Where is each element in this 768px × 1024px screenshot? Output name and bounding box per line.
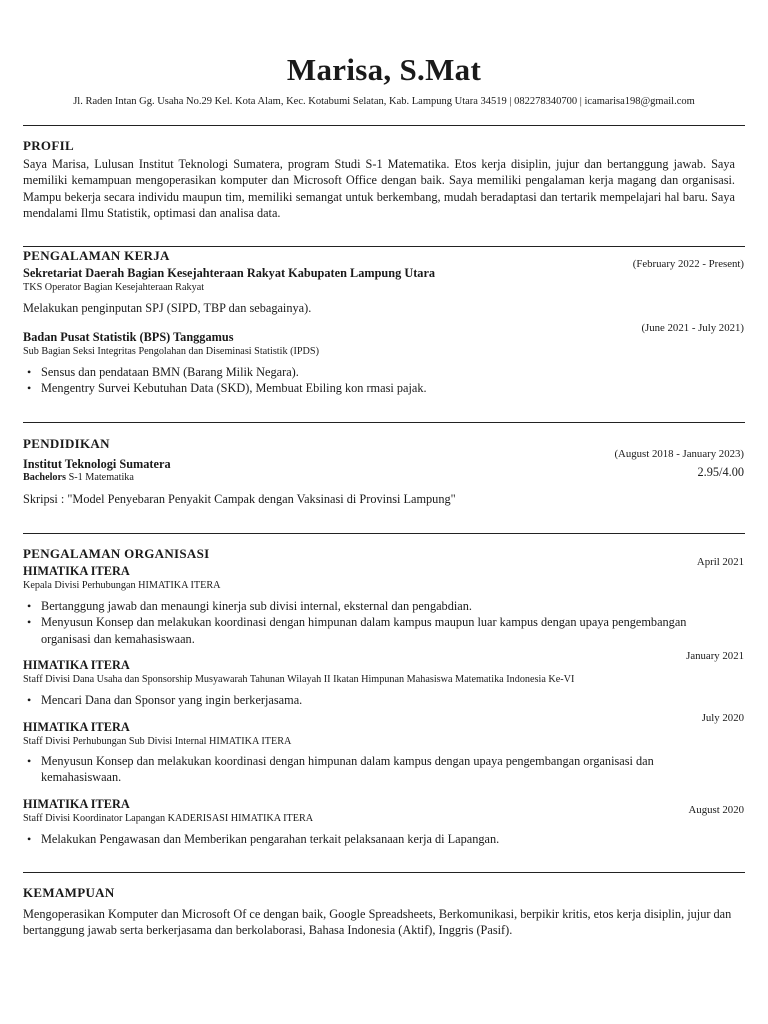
org-date: July 2020 <box>701 712 744 724</box>
org-date: August 2020 <box>688 804 744 816</box>
section-heading-work: PENGALAMAN KERJA <box>23 248 170 263</box>
section-heading-organization: PENGALAMAN ORGANISASI <box>23 546 210 561</box>
work-organization: Badan Pusat Statistik (BPS) Tanggamus <box>23 330 234 344</box>
work-organization: Sekretariat Daerah Bagian Kesejahteraan Rakyat Kabupaten Lampung Utara <box>23 266 436 280</box>
org-date: April 2021 <box>696 556 744 568</box>
section-heading-education: PENDIDIKAN <box>23 436 110 451</box>
list-item: • Menyusun Konsep dan melakukan koordinasi dengan himpunan dalam kampus dengan upaya pengembangan organisasi dan kemahasiswaan. <box>23 753 735 786</box>
org-name: HIMATIKA ITERA <box>23 564 130 578</box>
list-item: • Bertanggung jawab dan menaungi kinerja sub divisi internal, eksternal dan pengabdian. <box>23 598 735 614</box>
work-role: Sub Bagian Seksi Integritas Pengolahan dan Diseminasi Statistik (IPDS) <box>23 346 319 357</box>
list-item: • Menyusun Konsep dan melakukan koordinasi dengan himpunan dalam kampus maupun luar kampus dengan upaya pengembangan organisasi dan kemahasiswaan. <box>23 614 735 647</box>
divider <box>23 533 745 534</box>
profile-summary: Saya Marisa, Lulusan Institut Teknologi Sumatera, program Studi S-1 Matematika. Etos kerja disiplin, jujur dan bertanggung jawab. Saya memiliki kemampuan mengoperasikan komputer dan Microsoft Office dengan baik. Saya memiliki pengalaman kerja magang dan organisasi. Mampu bekerja secara individu maupun tim, memiliki semangat untuk berkembang, mudah beradaptasi dan tertarik mempelajari hal baru. Saya mendalami Ilmu Statistik, optimasi dan analisa data. <box>23 157 735 221</box>
list-item: • Melakukan Pengawasan dan Memberikan pengarahan terkait pelaksanaan kerja di Lapangan. <box>23 831 735 847</box>
divider <box>23 422 745 423</box>
work-role: TKS Operator Bagian Kesejahteraan Rakyat <box>23 282 205 293</box>
education-degree <box>23 472 134 483</box>
work-description: Melakukan penginputan SPJ (SIPD, TBP dan sebagainya). <box>23 301 312 315</box>
org-name: HIMATIKA ITERA <box>23 658 130 672</box>
education-gpa: 2.95/4.00 <box>697 465 744 479</box>
divider <box>23 872 745 873</box>
org-date: January 2021 <box>686 650 744 662</box>
divider <box>23 125 745 126</box>
education-school: Institut Teknologi Sumatera <box>23 457 171 471</box>
org-bullet-list <box>23 598 735 647</box>
section-heading-profil: PROFIL <box>23 138 74 153</box>
skills-text: Mengoperasikan Komputer dan Microsoft Of ce dengan baik, Google Spreadsheets, Berkomunikasi, berpikir kritis, etos kerja disiplin, jujur dan bertanggung jawab serta berkerjasama dan berkolaborasi, Bahasa Indonesia (Aktif), Inggris (Pasif). <box>23 907 732 938</box>
org-bullet-list <box>23 831 735 847</box>
list-item: • Mengentry Survei Kebutuhan Data (SKD), Membuat Ebiling kon rmasi pajak. <box>23 380 735 396</box>
org-bullet-list <box>23 692 735 708</box>
degree-program: S-1 Matematika <box>66 472 134 483</box>
education-thesis: Skripsi : "Model Penyebaran Penyakit Campak dengan Vaksinasi di Provinsi Lampung" <box>23 492 456 506</box>
list-item: • Mencari Dana dan Sponsor yang ingin berkerjasama. <box>23 692 735 708</box>
education-date: (August 2018 - January 2023) <box>614 448 744 460</box>
degree-level: Bachelors <box>23 472 67 483</box>
org-name: HIMATIKA ITERA <box>23 720 130 734</box>
divider <box>23 246 745 247</box>
list-item: • Sensus dan pendataan BMN (Barang Milik Negara). <box>23 364 735 380</box>
org-name: HIMATIKA ITERA <box>23 797 130 811</box>
org-role: Staff Divisi Dana Usaha dan Sponsorship Musyawarah Tahunan Wilayah II Ikatan Himpunan Mahasiswa Matematika Indonesia Ke-VI <box>23 674 575 685</box>
org-role: Kepala Divisi Perhubungan HIMATIKA ITERA <box>23 580 221 591</box>
work-date: (February 2022 - Present) <box>632 258 744 270</box>
candidate-name: Marisa, S.Mat <box>286 52 482 87</box>
work-date: (June 2021 - July 2021) <box>641 322 744 334</box>
section-heading-skills: KEMAMPUAN <box>23 885 115 900</box>
work-bullet-list <box>23 364 735 397</box>
org-role: Staff Divisi Perhubungan Sub Divisi Internal HIMATIKA ITERA <box>23 736 292 747</box>
contact-info: Jl. Raden Intan Gg. Usaha No.29 Kel. Kota Alam, Kec. Kotabumi Selatan, Kab. Lampung Utara 34519 | 082278340700 | icamarisa198@gmail.com <box>73 96 695 107</box>
org-role: Staff Divisi Koordinator Lapangan KADERISASI HIMATIKA ITERA <box>23 813 314 824</box>
org-bullet-list <box>23 753 735 786</box>
